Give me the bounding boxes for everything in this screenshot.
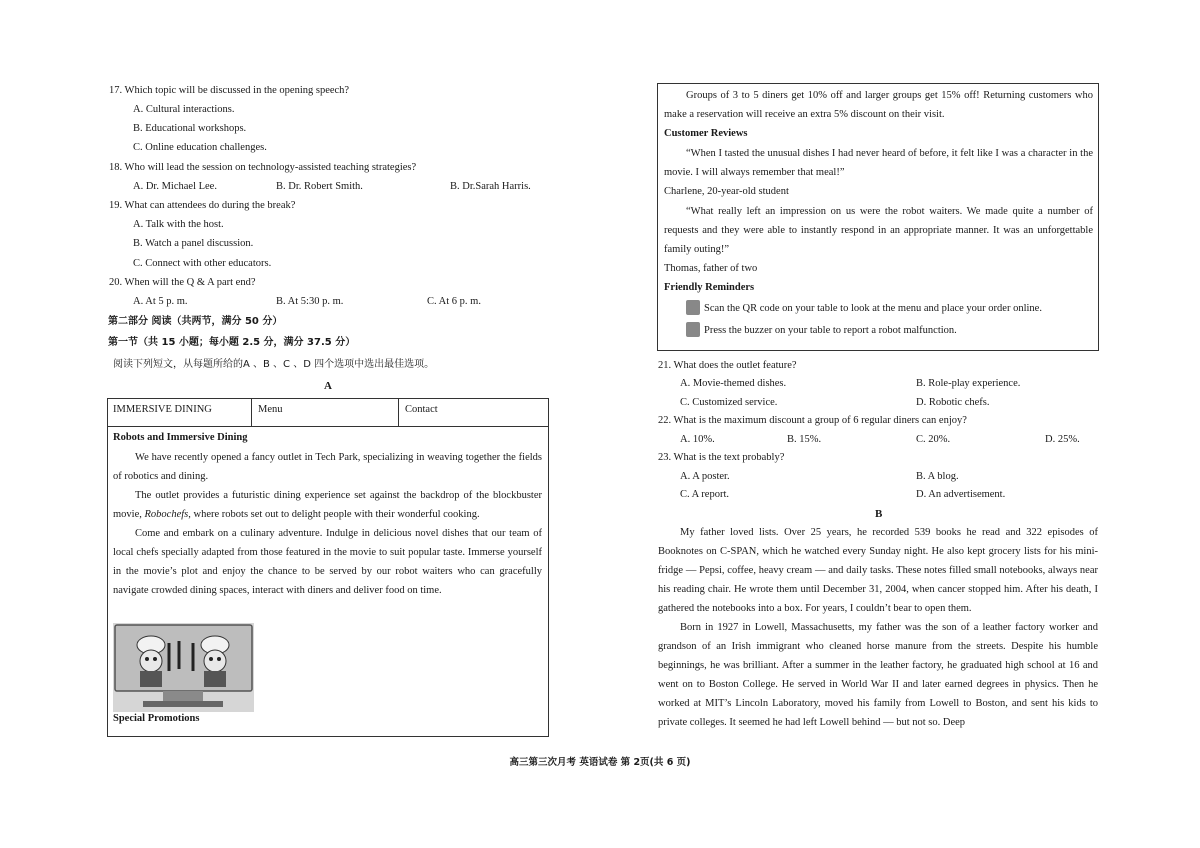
robot-icon [686,322,700,337]
reminders-heading: Friendly Reminders [664,282,755,293]
tab-menu[interactable]: Menu [252,398,399,426]
question-text: 18. Who will lead the session on technology-assisted teaching strategies? [109,162,417,173]
review-2-text: “What really left an impression on us were the robot waiters. We made quite a number of requests and they were able to instantly respond in an appropriate manner. It was an unforgettable family outing!” [664,206,1093,255]
passage-letter-a: A [324,380,332,392]
reviews-heading: Customer Reviews [664,128,748,139]
question-text: 22. What is the maximum discount a group of 6 regular diners can enjoy? [658,415,967,426]
option-a: A. Movie-themed dishes. [680,378,787,389]
reminder-2: Press the buzzer on your table to report a robot malfunction. [704,325,957,336]
option-d: D. 25%. [1045,434,1080,445]
promotions-text-block [664,86,1093,124]
ad-body [113,448,542,600]
option-c: C. A report. [680,489,729,500]
ad-heading: Robots and Immersive Dining [113,432,248,443]
option-a: A. A poster. [680,471,730,482]
option-a: A. Talk with the host. [133,219,224,230]
robot-chefs-image [113,623,254,712]
option-a: A. Cultural interactions. [133,104,235,115]
promotions-heading: Special Promotions [113,713,200,724]
option-d: D. An advertisement. [916,489,1006,500]
option-c: C. Connect with other educators. [133,258,272,269]
review-1-text: “When I tasted the unusual dishes I had never heard of before, it felt like I was a character in the movie. I will always remember that meal!” [664,148,1093,178]
passage-b-body [658,523,1098,746]
review-2-author: Thomas, father of two [664,263,758,274]
section-heading-reading: 第二部分 阅读（共两节，满分 50 分） [108,316,283,327]
tab-immersive-dining[interactable]: IMMERSIVE DINING [107,398,252,426]
option-b: B. Educational workshops. [133,123,247,134]
question-text: 19. What can attendees do during the break? [109,200,296,211]
option-b: B. 15%. [787,434,822,445]
question-text: 21. What does the outlet feature? [658,360,797,371]
option-d: D. Robotic chefs. [916,397,990,408]
option-c: C. Online education challenges. [133,142,267,153]
question-text: 20. When will the Q & A part end? [109,277,256,288]
page-footer: 高三第三次月考 英语试卷 第 2页(共 6 页) [509,757,691,768]
option-c: C. 20%. [916,434,951,445]
option-a: A. 10%. [680,434,715,445]
option-b: B. A blog. [916,471,959,482]
review-1 [664,144,1093,201]
passage-b-paragraph-1: My father loved lists. Over 25 years, he recorded 539 books he read and 322 episodes of Booknotes on C-SPAN, which he watched every Sunday night. He also kept grocery lists for his mini-fridge — Pepsi, coffee, heavy cream — and daily tasks. These notes filled small notebooks, always near his reading chair. He wrote them until December 31, 2004, when cancer stopped him. After his death, I gathered the notebooks into a box. For years, I couldn’t bear to open them. [658,527,1098,614]
passage-letter-b: B [875,508,883,520]
review-1-author: Charlene, 20-year-old student [664,186,789,197]
option-b: B. Watch a panel discussion. [133,238,254,249]
option-c: C. Customized service. [680,397,778,408]
robot-icon [686,300,700,315]
option-b: B. Dr. Robert Smith. [276,181,363,192]
option-b: B. At 5:30 p. m. [276,296,344,307]
section-instruction: 阅读下列短文，从每题所给的A 、B 、C 、D 四个选项中选出最佳选项。 [113,359,435,370]
passage-b-paragraph-2: Born in 1927 in Lowell, Massachusetts, my father was the son of a leather factory worker and grandson of an Irish immigrant who cleaned horse manure from the streets. Despite his humble beginnings, he was brilliant. After a summer in the leather factory, he graduated high school at 16 and went on to Boston College. He served in World War II and later earned degrees in physics. Then he worked at MIT’s Lincoln Laboratory, moved his family from Lowell to Boston, and sent his kids to private colleges. It seemed he had left Lowell behind — but not so. Deep [658,622,1098,728]
question-text: 23. What is the text probably? [658,452,785,463]
reminder-1: Scan the QR code on your table to look at the menu and place your order online. [704,303,1042,314]
option-a: A. Dr. Michael Lee. [133,181,217,192]
option-a: A. At 5 p. m. [133,296,188,307]
question-text: 17. Which topic will be discussed in the opening speech? [109,85,350,96]
ad-paragraph-3: Come and embark on a culinary adventure. Indulge in delicious novel dishes that our team of local chefs specially adapted from those featured in the movie to suit popular taste. Immerse yourself in the movie’s plot and enjoy the chance to be served by our robot waiters who can gracefully navigate crowded dining spaces, interact with diners and deliver food on time. [113,528,542,596]
ad-paragraph-1: We have recently opened a fancy outlet in Tech Park, specializing in weaving together the fields of robotics and dining. [113,452,542,482]
ad-paragraph-2: The outlet provides a futuristic dining experience set against the backdrop of the blockbuster movie, Robochefs, where robots set out to delight people with their wonderful cooking. [113,490,542,520]
option-c: B. Dr.Sarah Harris. [450,181,531,192]
review-2 [664,202,1093,278]
section-heading-part1: 第一节（共 15 小题；每小题 2.5 分，满分 37.5 分） [108,337,356,348]
tab-contact[interactable]: Contact [405,404,438,415]
promotions-text: Groups of 3 to 5 diners get 10% off and larger groups get 15% off! Returning customers who make a reservation will receive an extra 5% discount on their visit. [664,90,1093,120]
ad-nav [107,398,549,427]
option-b: B. Role-play experience. [916,378,1021,389]
option-c: C. At 6 p. m. [427,296,481,307]
